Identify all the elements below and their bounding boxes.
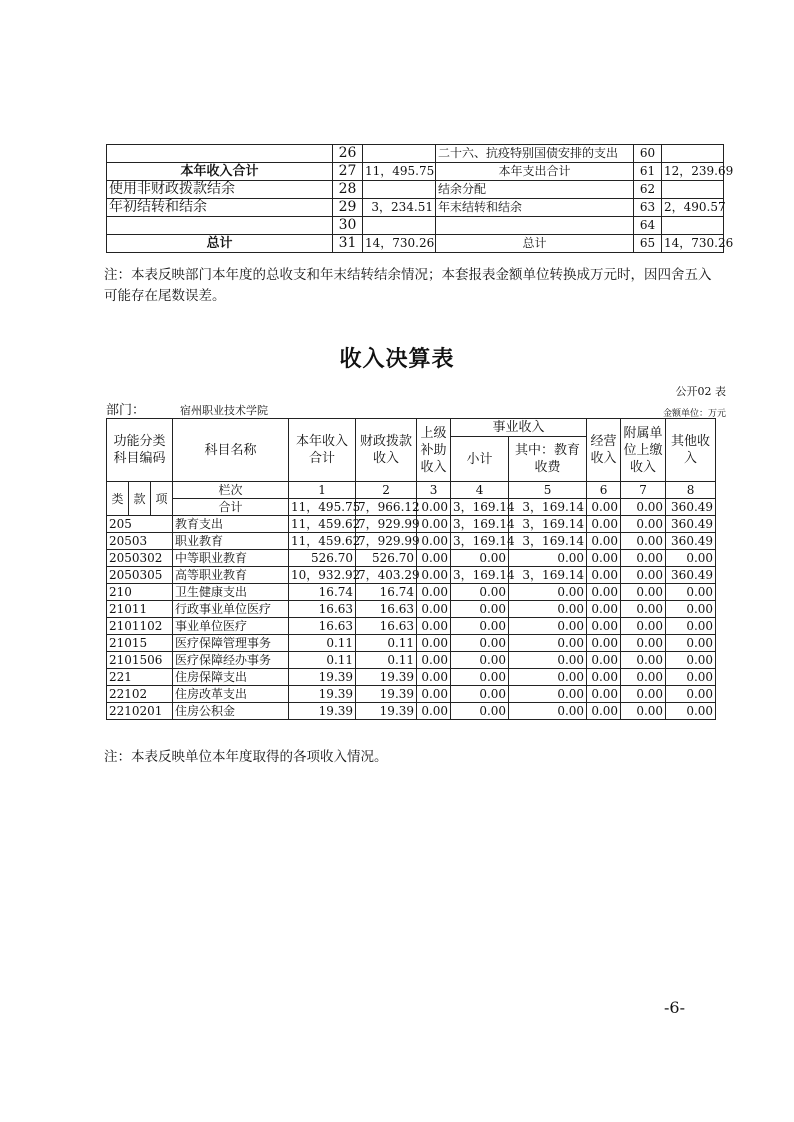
row-value: 19.39 — [356, 669, 417, 686]
row-value: 19.39 — [356, 686, 417, 703]
row-value: 0.00 — [417, 686, 451, 703]
row-value: 7，929.99 — [356, 516, 417, 533]
row-value: 0.00 — [587, 601, 621, 618]
right-label — [436, 217, 634, 235]
row-value: 0.00 — [509, 703, 587, 720]
row-value: 0.00 — [621, 618, 666, 635]
income-table — [106, 418, 716, 720]
row-value: 0.00 — [451, 652, 509, 669]
row-value: 0.00 — [587, 550, 621, 567]
left-row-no: 28 — [333, 181, 363, 199]
row-value: 0.00 — [417, 601, 451, 618]
row-code: 2101506 — [107, 652, 173, 669]
row-value: 0.11 — [289, 652, 356, 669]
total-label: 合计 — [173, 499, 289, 516]
row-value: 0.00 — [451, 635, 509, 652]
row-value: 0.00 — [417, 584, 451, 601]
col-number: 4 — [451, 482, 509, 499]
row-code: 205 — [107, 516, 173, 533]
row-code: 21015 — [107, 635, 173, 652]
row-value: 3，169.14 — [451, 533, 509, 550]
row-value: 0.00 — [509, 686, 587, 703]
table-row — [107, 516, 716, 533]
row-value: 0.00 — [621, 686, 666, 703]
left-row-no: 26 — [333, 145, 363, 163]
total-cell: 7，966.12 — [356, 499, 417, 516]
left-amount — [363, 217, 436, 235]
right-label: 总计 — [436, 235, 634, 253]
header-total: 本年收入合计 — [289, 419, 356, 482]
row-value: 0.00 — [509, 584, 587, 601]
column-number-row — [107, 482, 716, 499]
left-row-no: 30 — [333, 217, 363, 235]
row-value: 0.00 — [621, 533, 666, 550]
summary-row — [107, 217, 724, 235]
row-value: 0.00 — [666, 550, 716, 567]
row-name: 事业单位医疗 — [173, 618, 289, 635]
row-value: 19.39 — [289, 686, 356, 703]
row-value: 0.00 — [417, 652, 451, 669]
row-value: 0.00 — [621, 703, 666, 720]
row-value: 16.63 — [356, 601, 417, 618]
row-value: 360.49 — [666, 516, 716, 533]
left-label — [107, 145, 333, 163]
total-cell: 0.00 — [417, 499, 451, 516]
table-row — [107, 550, 716, 567]
header-subject: 科目名称 — [173, 419, 289, 482]
row-code: 2210201 — [107, 703, 173, 720]
right-amount — [662, 217, 724, 235]
right-amount — [662, 145, 724, 163]
header-func-code: 功能分类科目编码 — [107, 419, 173, 482]
row-value: 0.00 — [621, 567, 666, 584]
right-amount — [662, 181, 724, 199]
row-value: 3，169.14 — [451, 516, 509, 533]
row-code: 2050305 — [107, 567, 173, 584]
row-value: 0.00 — [587, 516, 621, 533]
row-value: 0.00 — [451, 686, 509, 703]
row-name: 职业教育 — [173, 533, 289, 550]
table-row — [107, 652, 716, 669]
total-cell: 3，169.14 — [451, 499, 509, 516]
row-value: 19.39 — [289, 669, 356, 686]
row-name: 医疗保障管理事务 — [173, 635, 289, 652]
right-row-no: 64 — [634, 217, 662, 235]
row-value: 0.00 — [666, 584, 716, 601]
row-value: 0.00 — [587, 686, 621, 703]
row-value: 0.00 — [621, 516, 666, 533]
row-name: 医疗保障经办事务 — [173, 652, 289, 669]
row-value: 0.00 — [509, 601, 587, 618]
right-row-no: 65 — [634, 235, 662, 253]
left-amount — [363, 145, 436, 163]
row-name: 住房改革支出 — [173, 686, 289, 703]
col-number: 2 — [356, 482, 417, 499]
row-value: 19.39 — [356, 703, 417, 720]
table-row — [107, 567, 716, 584]
right-label: 结余分配 — [436, 181, 634, 199]
right-amount: 2，490.57 — [662, 199, 724, 217]
table-row — [107, 703, 716, 720]
department-label: 部门： — [106, 403, 146, 418]
row-value: 0.00 — [621, 635, 666, 652]
row-name: 卫生健康支出 — [173, 584, 289, 601]
row-value: 0.00 — [451, 584, 509, 601]
row-value: 0.00 — [509, 652, 587, 669]
row-value: 0.00 — [417, 567, 451, 584]
row-value: 11，459.62 — [289, 516, 356, 533]
row-value: 16.74 — [289, 584, 356, 601]
row-name: 住房公积金 — [173, 703, 289, 720]
header-subtotal: 小计 — [451, 437, 509, 482]
row-value: 7，929.99 — [356, 533, 417, 550]
right-amount: 14，730.26 — [662, 235, 724, 253]
col-number: 1 — [289, 482, 356, 499]
row-name: 行政事业单位医疗 — [173, 601, 289, 618]
row-name: 住房保障支出 — [173, 669, 289, 686]
left-row-no: 31 — [333, 235, 363, 253]
summary-row — [107, 163, 724, 181]
row-value: 16.63 — [289, 618, 356, 635]
row-value: 0.00 — [509, 550, 587, 567]
row-value: 0.00 — [509, 618, 587, 635]
left-label: 总计 — [107, 235, 333, 253]
row-code: 20503 — [107, 533, 173, 550]
header-affiliated: 附属单位上缴收入 — [621, 419, 666, 482]
row-value: 3，169.14 — [509, 533, 587, 550]
table-row — [107, 584, 716, 601]
header-fiscal: 财政拨款收入 — [356, 419, 417, 482]
amount-unit: 金额单位：万元 — [662, 409, 726, 419]
row-name: 高等职业教育 — [173, 567, 289, 584]
row-value: 360.49 — [666, 567, 716, 584]
row-value: 0.00 — [509, 669, 587, 686]
row-code: 22102 — [107, 686, 173, 703]
right-row-no: 62 — [634, 181, 662, 199]
left-amount — [363, 181, 436, 199]
row-value: 0.00 — [451, 601, 509, 618]
left-label: 年初结转和结余 — [107, 199, 333, 217]
row-value: 0.00 — [587, 567, 621, 584]
left-amount: 14，730.26 — [363, 235, 436, 253]
row-value: 0.00 — [417, 669, 451, 686]
row-value: 0.00 — [587, 618, 621, 635]
row-value: 0.00 — [417, 516, 451, 533]
left-label: 使用非财政拨款结余 — [107, 181, 333, 199]
row-value: 11，459.62 — [289, 533, 356, 550]
row-value: 0.00 — [417, 533, 451, 550]
row-value: 0.00 — [417, 618, 451, 635]
header-other: 其他收入 — [666, 419, 716, 482]
row-value: 0.00 — [587, 635, 621, 652]
row-value: 0.00 — [451, 669, 509, 686]
total-cell: 0.00 — [587, 499, 621, 516]
row-value: 0.00 — [621, 584, 666, 601]
row-value: 0.00 — [587, 584, 621, 601]
row-value: 0.00 — [587, 669, 621, 686]
row-value: 0.00 — [666, 652, 716, 669]
summary-row — [107, 235, 724, 253]
right-label: 本年支出合计 — [436, 163, 634, 181]
table-row — [107, 601, 716, 618]
row-code: 221 — [107, 669, 173, 686]
row-value: 0.00 — [451, 550, 509, 567]
row-value: 7，403.29 — [356, 567, 417, 584]
header-lanci: 栏次 — [173, 482, 289, 499]
table-row — [107, 533, 716, 550]
header-lei: 类 — [107, 482, 129, 516]
row-value: 0.00 — [451, 703, 509, 720]
header-career: 事业收入 — [451, 419, 587, 437]
row-value: 10，932.92 — [289, 567, 356, 584]
summary-note: 注：本表反映部门本年度的总收支和年末结转结余情况；本套报表金额单位转换成万元时，因四舍五入可能存在尾数误差。 — [104, 267, 712, 304]
table-row — [107, 669, 716, 686]
table-row — [107, 618, 716, 635]
row-value: 526.70 — [356, 550, 417, 567]
row-value: 16.63 — [356, 618, 417, 635]
header-superior: 上级补助收入 — [417, 419, 451, 482]
row-value: 0.00 — [587, 703, 621, 720]
row-value: 0.00 — [621, 669, 666, 686]
row-code: 2101102 — [107, 618, 173, 635]
col-number: 7 — [621, 482, 666, 499]
right-row-no: 61 — [634, 163, 662, 181]
row-name: 教育支出 — [173, 516, 289, 533]
row-value: 0.00 — [417, 703, 451, 720]
row-value: 0.00 — [587, 652, 621, 669]
header-row-1 — [107, 419, 716, 437]
row-value: 0.00 — [666, 669, 716, 686]
header-kuan: 款 — [129, 482, 151, 516]
left-amount: 11，495.75 — [363, 163, 436, 181]
total-cell: 360.49 — [666, 499, 716, 516]
table-row — [107, 686, 716, 703]
row-code: 2050302 — [107, 550, 173, 567]
row-value: 0.11 — [356, 635, 417, 652]
right-row-no: 60 — [634, 145, 662, 163]
total-cell: 3，169.14 — [509, 499, 587, 516]
col-number: 8 — [666, 482, 716, 499]
row-value: 0.11 — [289, 635, 356, 652]
row-value: 0.00 — [621, 601, 666, 618]
header-xiang: 项 — [151, 482, 173, 516]
right-row-no: 63 — [634, 199, 662, 217]
row-value: 0.00 — [666, 686, 716, 703]
header-business: 经营收入 — [587, 419, 621, 482]
page-title: 收入决算表 — [339, 347, 455, 372]
row-value: 0.00 — [417, 635, 451, 652]
left-row-no: 27 — [333, 163, 363, 181]
table-row — [107, 635, 716, 652]
row-value: 0.00 — [509, 635, 587, 652]
table-code: 公开02 表 — [675, 385, 726, 398]
total-cell: 0.00 — [621, 499, 666, 516]
row-value: 3，169.14 — [509, 567, 587, 584]
row-value: 0.00 — [666, 635, 716, 652]
row-code: 210 — [107, 584, 173, 601]
income-note: 注：本表反映单位本年度取得的各项收入情况。 — [104, 749, 388, 765]
row-value: 0.00 — [621, 550, 666, 567]
row-value: 0.00 — [666, 601, 716, 618]
left-label — [107, 217, 333, 235]
row-name: 中等职业教育 — [173, 550, 289, 567]
row-value: 0.11 — [356, 652, 417, 669]
summary-row — [107, 145, 724, 163]
row-value: 16.74 — [356, 584, 417, 601]
right-label: 年末结转和结余 — [436, 199, 634, 217]
col-number: 5 — [509, 482, 587, 499]
row-value: 0.00 — [451, 618, 509, 635]
right-amount: 12，239.69 — [662, 163, 724, 181]
summary-row — [107, 199, 724, 217]
left-amount: 3，234.51 — [363, 199, 436, 217]
row-value: 0.00 — [666, 618, 716, 635]
row-value: 19.39 — [289, 703, 356, 720]
row-value: 3，169.14 — [451, 567, 509, 584]
row-code: 21011 — [107, 601, 173, 618]
col-number: 3 — [417, 482, 451, 499]
row-value: 0.00 — [417, 550, 451, 567]
summary-row — [107, 181, 724, 199]
row-value: 526.70 — [289, 550, 356, 567]
left-row-no: 29 — [333, 199, 363, 217]
right-label: 二十六、抗疫特别国债安排的支出 — [436, 145, 634, 163]
left-label: 本年收入合计 — [107, 163, 333, 181]
summary-table-continuation — [106, 144, 734, 253]
row-value: 3，169.14 — [509, 516, 587, 533]
row-value: 0.00 — [587, 533, 621, 550]
header-edu-fee: 其中：教育收费 — [509, 437, 587, 482]
col-number: 6 — [587, 482, 621, 499]
row-value: 0.00 — [666, 703, 716, 720]
row-value: 360.49 — [666, 533, 716, 550]
total-cell: 11，495.75 — [289, 499, 356, 516]
department-name: 宿州职业技术学院 — [180, 404, 268, 417]
row-value: 0.00 — [621, 652, 666, 669]
page-number: -6- — [664, 998, 685, 1017]
row-value: 16.63 — [289, 601, 356, 618]
total-row — [107, 499, 716, 516]
